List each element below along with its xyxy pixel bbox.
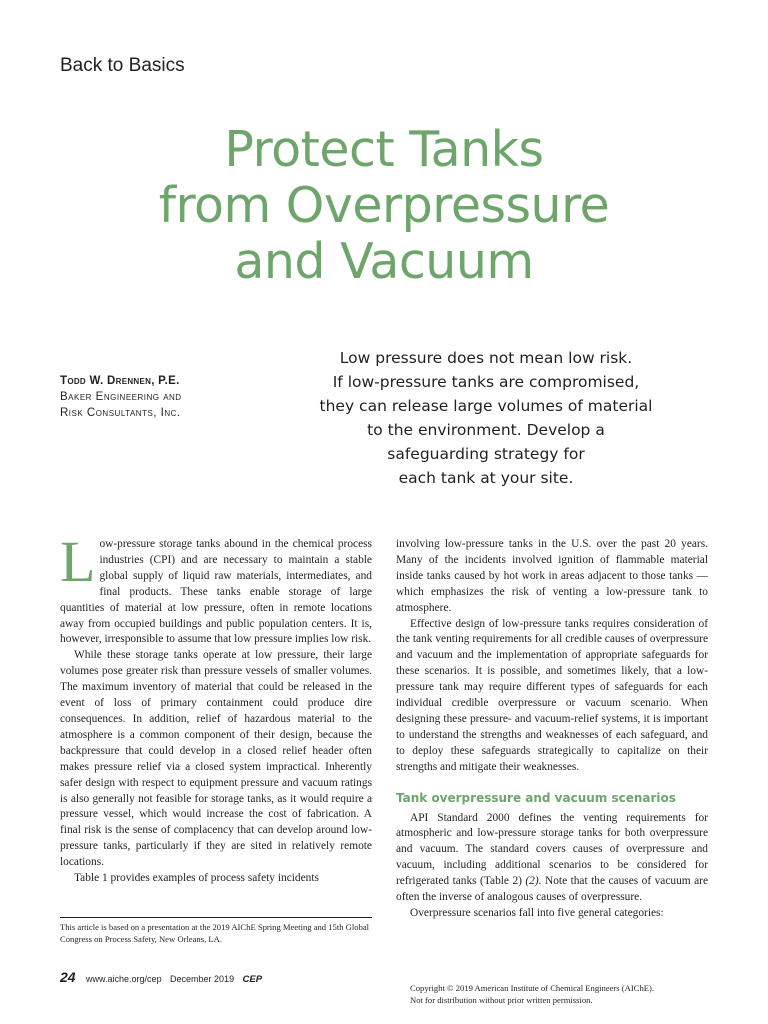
copyright-line-1: Copyright © 2019 American Institute of Chemical Engineers (AIChE). (410, 983, 654, 993)
body-column-right (396, 537, 708, 922)
deck-line-1: Low pressure does not mean low risk. (339, 349, 633, 367)
author-affiliation-line-1: Baker Engineering and (60, 391, 182, 403)
copyright-line-2: Not for distribution without prior written permission. (410, 995, 593, 1005)
author-block (60, 373, 182, 421)
footer-date: December 2019 (170, 974, 235, 984)
section-subhead: Tank overpressure and vacuum scenarios (396, 790, 676, 805)
body-paragraph (396, 811, 708, 906)
footer-url: www.aiche.org/cep (86, 974, 162, 984)
body-paragraph: involving low-pressure tanks in the U.S. over the past 20 years. Many of the incidents involved ignition of flammable material inside tanks caused by hot work in areas adjacent to those tanks — which emphasizes the risk of venting a low-pressure tank to atmosphere. (396, 538, 708, 614)
body-paragraph: Effective design of low-pressure tanks requires consideration of the tank venting requirements for all credible causes of overpressure and vacuum and the implementation of appropriate safeguards for these scenarios. It is possible, and sometimes likely, that a low-pressure tank may require different types of safeguards for each individual credible overpressure or vacuum scenario. When designing these pressure- and vacuum-relief systems, it is important to understand the strengths and weaknesses of each safeguard, and to deploy these safeguards strategically to capitalize on their strengths and mitigate their weaknesses. (396, 617, 708, 773)
deck-line-6: each tank at your site. (398, 469, 574, 487)
footnote: This article is based on a presentation at the 2019 AIChE Spring Meeting and 15th Global Congress on Process Safety, New Orleans, LA. (60, 917, 372, 945)
magazine-name: CEP (242, 974, 263, 985)
author-affiliation-line-2: Risk Consultants, Inc. (60, 407, 181, 419)
title-line-3: and Vacuum (234, 233, 534, 290)
page-number: 24 (60, 969, 76, 985)
deck-line-5: safeguarding strategy for (387, 445, 585, 463)
body-paragraph: Table 1 provides examples of process safety incidents (74, 872, 319, 885)
drop-cap: L (60, 529, 96, 594)
title-line-1: Protect Tanks (224, 121, 544, 178)
author-name: Todd W. Drennen, P.E. (60, 375, 180, 387)
body-paragraph: While these storage tanks operate at low pressure, their large volumes pose greater risk than pressure vessels of smaller volumes. The maximum inventory of material that could be released in the event of loss of primary containment could produce dire consequences. In addition, relief of hazardous material to the atmosphere is a common component of their design, because the backpressure that could develop in a closed relief header often makes pressure relief via a closed system impractical. Inherently safer design with respect to equipment pressure and vacuum ratings is also generally not feasible for storage tanks, as it would require a pressure vessel, which would increase the cost of fabrication. A final risk is the sense of complacency that can develop around low-pressure tanks, particularly if they are sited in relatively remote locations. (60, 649, 372, 869)
deck-line-4: to the environment. Develop a (367, 421, 605, 439)
reference-number: (2). (525, 875, 542, 888)
body-paragraph (60, 529, 372, 648)
body-column-left (60, 529, 372, 887)
deck-line-2: If low-pressure tanks are compromised, (332, 373, 640, 391)
deck (300, 346, 672, 490)
page-footer (60, 969, 262, 987)
copyright-notice (410, 982, 730, 1006)
title-line-2: from Overpressure (158, 177, 610, 234)
deck-line-3: they can release large volumes of material (319, 397, 653, 415)
section-label: Back to Basics (60, 55, 185, 76)
article-title (0, 122, 768, 290)
body-paragraph: Overpressure scenarios fall into five general categories: (410, 906, 664, 919)
paragraph-text: ow-pressure storage tanks abound in the chemical process industries (CPI) and are necessary to maintain a stable global supply of liquid raw materials, intermediates, and final products. These tanks enable storage of large quantities of material at low pressure, often in remote locations away from occupied buildings and public population centers. It is, however, irresponsible to assume that low pressure implies low risk. (60, 538, 372, 646)
paragraph-text: Note that the causes of vacuum are often the inverse of analogous causes of overpressure. (396, 875, 709, 904)
paragraph-text: API Standard 2000 defines the venting requirements for atmospheric and low-pressure storage tanks for both overpressure and vacuum. The standard covers causes of overpressure and vacuum, including additional scenarios to be considered for refrigerated tanks (Table 2) (396, 811, 708, 888)
